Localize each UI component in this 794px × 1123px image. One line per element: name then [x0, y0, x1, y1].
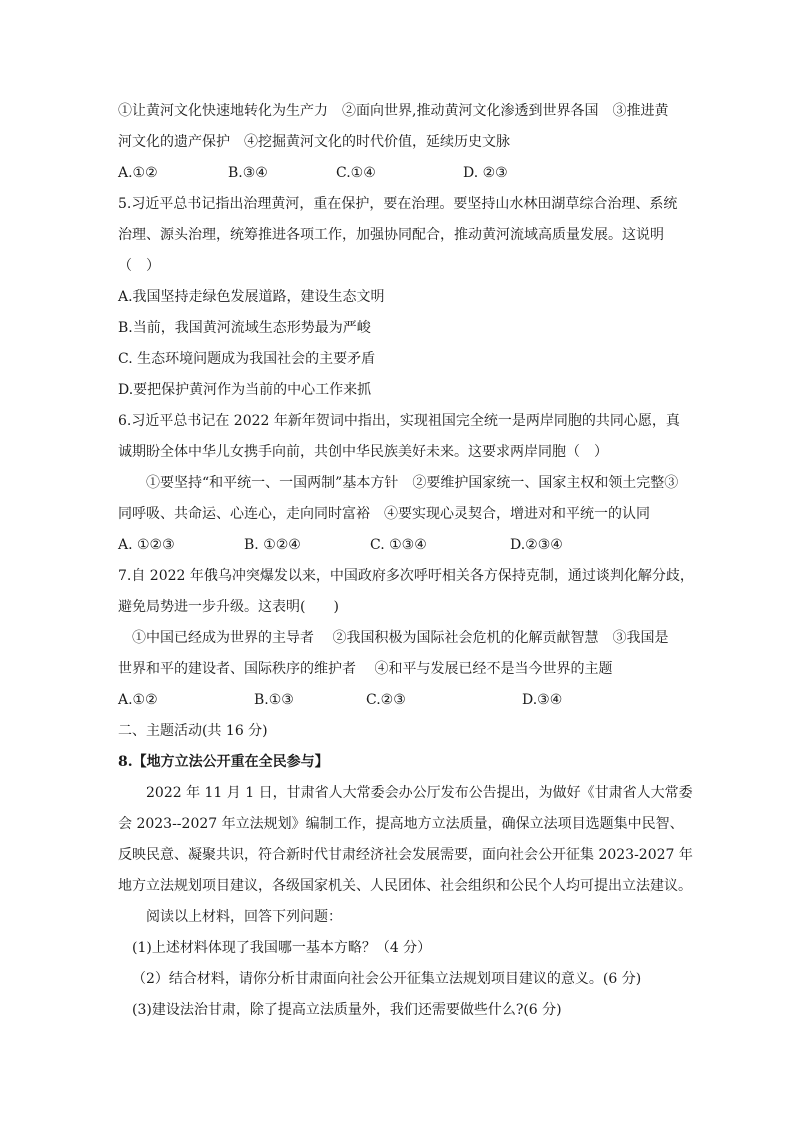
- q7-statement-line-2: 世界和平的建设者、国际秩序的维护者 ④和平与发展已经不是当今世界的主题: [118, 661, 613, 677]
- q6-option-d: D.②③④: [510, 537, 563, 553]
- section-2-title: 二、主题活动(共 16 分): [118, 723, 268, 739]
- q8-material-line-2: 会 2023--2027 年立法规划》编制工作，提高地方立法质量，确保立法项目选题集中民智、: [118, 816, 684, 832]
- q6-stem-line-1: 6.习近平总书记在 2022 年新年贺词中指出，实现祖国完全统一是两岸同胞的共同心愿，真: [118, 413, 680, 429]
- q8-read-instruction: 阅读以上材料，回答下列问题：: [146, 909, 342, 925]
- q6-options: [118, 530, 678, 561]
- q8-material-line-3: 反映民意、凝聚共识，符合新时代甘肃经济社会发展需要，面向社会公开征集 2023-2027 年: [118, 847, 693, 863]
- q7-statement-line-1: ①中国已经成为世界的主导者 ②我国积极为国际社会危机的化解贡献智慧 ③我国是: [132, 630, 669, 646]
- q5-stem-line-1: 5.习近平总书记指出治理黄河，重在保护，要在治理。要坚持山水林田湖草综合治理、系统: [118, 196, 678, 212]
- q8-subquestion-2: （2）结合材料，请你分析甘肃面向社会公开征集立法规划项目建议的意义。(6 分): [132, 971, 642, 987]
- q7-option-b: B.①③: [254, 692, 294, 708]
- q7-stem-line-2: 避免局势进一步升级。这表明( ): [118, 599, 339, 615]
- q4-option-d: D. ②③: [463, 165, 508, 181]
- q6-stem-line-2: 诚期盼全体中华儿女携手向前，共创中华民族美好未来。这要求两岸同胞（ ）: [118, 444, 608, 460]
- q4-option-b: B.③④: [228, 165, 268, 181]
- q4-option-c: C.①④: [336, 165, 376, 181]
- q5-option-a: A.我国坚持走绿色发展道路，建设生态文明: [118, 289, 385, 305]
- q7-stem-line-1: 7.自 2022 年俄乌冲突爆发以来，中国政府多次呼吁相关各方保持克制，通过谈判化解分歧，: [118, 568, 694, 584]
- exam-page: [118, 96, 694, 1026]
- q7-options: [118, 685, 678, 716]
- q8-material-line-4: 地方立法规划项目建议，各级国家机关、人民团体、社会组织和公民个人均可提出立法建议。: [118, 878, 692, 894]
- q4-options: [118, 158, 678, 189]
- q5-option-b: B.当前，我国黄河流域生态形势最为严峻: [118, 320, 371, 336]
- q4-statement-line-2: 河文化的遗产保护 ④挖掘黄河文化的时代价值，延续历史文脉: [118, 134, 510, 150]
- q8-title: 8.【地方立法公开重在全民参与】: [118, 754, 329, 770]
- q5-stem-line-2: 治理、源头治理，统筹推进各项工作，加强协同配合，推动黄河流域高质量发展。这说明: [118, 227, 664, 243]
- q8-subquestion-3: (3)建设法治甘肃，除了提高立法质量外，我们还需要做些什么?(6 分): [132, 1002, 562, 1018]
- q7-option-a: A.①②: [118, 692, 158, 708]
- q7-option-c: C.②③: [366, 692, 406, 708]
- q5-option-d: D.要把保护黄河作为当前的中心工作来抓: [118, 382, 372, 398]
- q5-answer-blank: （ ）: [118, 258, 160, 274]
- q8-material-line-1: 2022 年 11 月 1 日，甘肃省人大常委会办公厅发布公告提出，为做好《甘肃省人大常委: [146, 785, 693, 801]
- q6-option-b: B. ①②④: [244, 537, 301, 553]
- q5-option-c: C. 生态环境问题成为我国社会的主要矛盾: [118, 351, 376, 367]
- q4-statement-line-1: ①让黄河文化快速地转化为生产力 ②面向世界,推动黄河文化渗透到世界各国 ③推进黄: [118, 103, 669, 119]
- q6-option-a: A. ①②③: [118, 537, 175, 553]
- q6-statement-line-1: ①要坚持“和平统一、一国两制”基本方针 ②要维护国家统一、国家主权和领土完整③: [146, 475, 679, 491]
- q7-option-d: D.③④: [522, 692, 563, 708]
- q4-option-a: A.①②: [118, 165, 158, 181]
- q6-statement-line-2: 同呼吸、共命运、心连心，走向同时富裕 ④要实现心灵契合，增进对和平统一的认同: [118, 506, 650, 522]
- q8-subquestion-1: (1)上述材料体现了我国哪一基本方略？（4 分）: [132, 940, 432, 956]
- q6-option-c: C. ①③④: [370, 537, 427, 553]
